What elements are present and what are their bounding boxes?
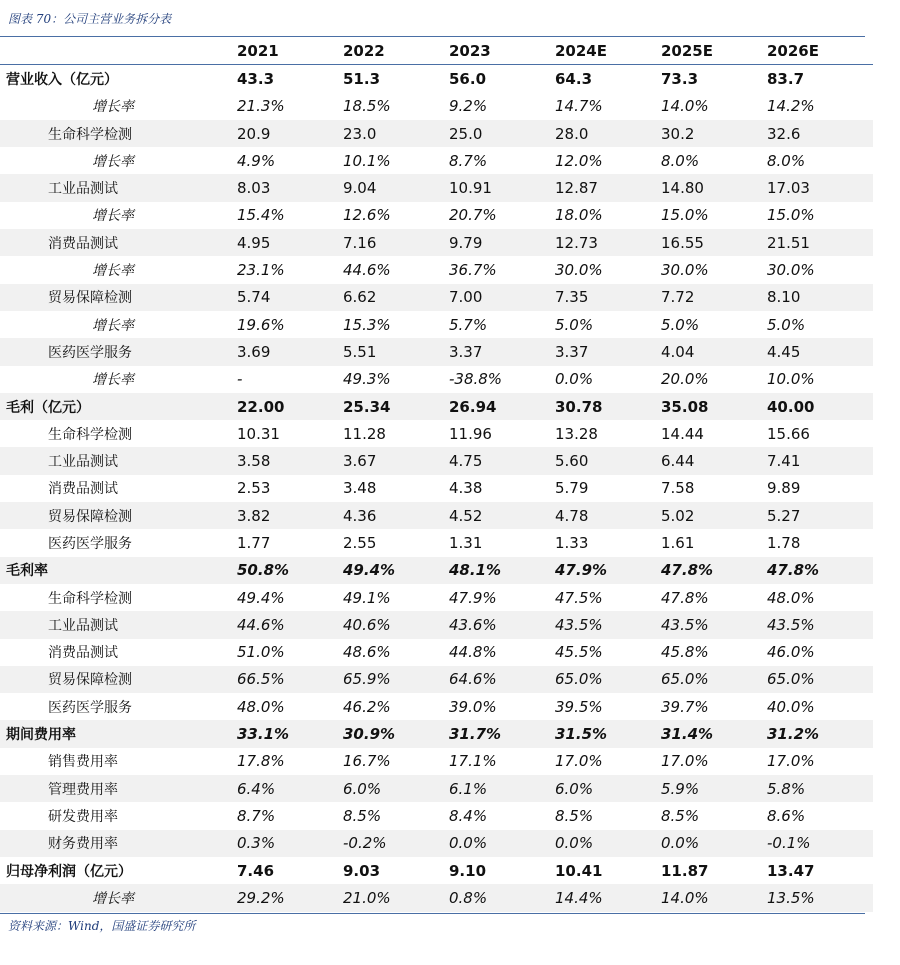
value-cell: 6.62 <box>343 284 449 311</box>
value-cell: 23.0 <box>343 120 449 147</box>
row-label: 生命科学检测 <box>48 590 132 607</box>
value-cell: 35.08 <box>661 393 767 420</box>
value-cell: 17.0% <box>555 752 603 771</box>
table-row <box>0 174 873 201</box>
header-label-cell <box>0 37 237 65</box>
value-cell: 65.9% <box>343 666 449 693</box>
header-year: 2023 <box>449 41 491 60</box>
value-cell: 8.7% <box>237 806 276 825</box>
business-breakdown-table <box>0 37 873 912</box>
value-cell: 0.8% <box>449 884 555 911</box>
value-cell: 5.0% <box>661 315 700 334</box>
value-cell: 65.0% <box>555 666 661 693</box>
value-cell: 9.2% <box>449 97 488 116</box>
value-cell: 14.4% <box>555 884 661 911</box>
value-cell: 49.3% <box>343 370 391 389</box>
value-cell: 4.52 <box>449 502 555 529</box>
table-row <box>0 584 873 611</box>
value-cell: 3.67 <box>343 447 449 474</box>
value-cell: 17.03 <box>767 174 873 201</box>
value-cell: 7.58 <box>661 479 695 498</box>
value-cell: 7.16 <box>343 229 449 256</box>
value-cell: 31.7% <box>449 720 555 747</box>
value-cell: 45.5% <box>555 643 603 662</box>
value-cell: 46.2% <box>343 697 391 716</box>
value-cell: 1.77 <box>237 533 271 552</box>
value-cell: 20.9 <box>237 120 343 147</box>
value-cell: 3.48 <box>343 479 377 498</box>
value-cell: 13.47 <box>767 861 815 880</box>
value-cell: 3.37 <box>555 338 661 365</box>
value-cell: 1.61 <box>661 533 695 552</box>
value-cell: 17.0% <box>661 752 709 771</box>
value-cell: 15.3% <box>343 315 391 334</box>
value-cell: 3.82 <box>237 502 343 529</box>
value-cell: 7.46 <box>237 861 275 880</box>
value-cell: 9.03 <box>343 861 381 880</box>
row-label: 生命科学检测 <box>48 426 132 443</box>
row-label: 营业收入（亿元） <box>6 71 118 88</box>
value-cell: 5.51 <box>343 338 449 365</box>
value-cell: 30.78 <box>555 393 661 420</box>
value-cell: 17.1% <box>449 752 497 771</box>
value-cell: 65.0% <box>767 666 873 693</box>
value-cell: 6.44 <box>661 447 767 474</box>
value-cell: 20.0% <box>661 370 709 389</box>
value-cell: 3.58 <box>237 447 343 474</box>
table-row <box>0 366 873 393</box>
value-cell: 30.9% <box>343 720 449 747</box>
value-cell: 47.8% <box>767 557 873 584</box>
value-cell: 45.8% <box>661 643 709 662</box>
row-label: 消费品测试 <box>48 645 118 662</box>
value-cell: 43.6% <box>449 611 555 638</box>
value-cell: 0.3% <box>237 830 343 857</box>
value-cell: 10.91 <box>449 174 555 201</box>
row-label: 增长率 <box>92 372 134 389</box>
value-cell: 4.36 <box>343 502 449 529</box>
value-cell: 7.41 <box>767 447 873 474</box>
row-label: 增长率 <box>92 263 134 280</box>
value-cell: 11.28 <box>343 424 386 443</box>
header-row <box>0 37 873 65</box>
value-cell: 10.31 <box>237 424 280 443</box>
value-cell: 3.69 <box>237 338 343 365</box>
value-cell: 6.0% <box>343 775 449 802</box>
value-cell: 3.37 <box>449 338 555 365</box>
value-cell: 64.3 <box>555 69 593 88</box>
bottom-rule <box>0 913 865 914</box>
value-cell: 31.2% <box>767 720 873 747</box>
value-cell: 7.72 <box>661 284 767 311</box>
row-label: 贸易保障检测 <box>0 666 237 693</box>
value-cell: 43.5% <box>661 611 767 638</box>
table-row <box>0 830 873 857</box>
value-cell: 40.0% <box>767 697 815 716</box>
header-year: 2026E <box>767 41 819 60</box>
table-row <box>0 857 873 884</box>
value-cell: 5.60 <box>555 447 661 474</box>
row-label: 消费品测试 <box>0 229 237 256</box>
value-cell: 11.96 <box>449 424 492 443</box>
row-label: 工业品测试 <box>0 447 237 474</box>
value-cell: 51.3 <box>343 69 381 88</box>
value-cell: 43.5% <box>767 611 873 638</box>
value-cell: 48.0% <box>237 697 285 716</box>
value-cell: 40.6% <box>343 611 449 638</box>
row-label: 生命科学检测 <box>0 120 237 147</box>
value-cell: 15.66 <box>767 424 810 443</box>
value-cell: 39.5% <box>555 697 603 716</box>
value-cell: -0.1% <box>767 830 873 857</box>
value-cell: 0.0% <box>449 830 555 857</box>
value-cell: 47.5% <box>555 588 603 607</box>
row-label: 归母净利润（亿元） <box>6 863 132 880</box>
table-row <box>0 529 873 556</box>
value-cell: -0.2% <box>343 830 449 857</box>
value-cell: 33.1% <box>237 720 343 747</box>
table-row <box>0 693 873 720</box>
value-cell: 14.7% <box>555 97 603 116</box>
value-cell: 49.4% <box>237 588 285 607</box>
value-cell: 11.87 <box>661 861 709 880</box>
table-row <box>0 802 873 829</box>
value-cell: 6.4% <box>237 775 343 802</box>
value-cell: 5.0% <box>555 315 594 334</box>
row-label: 管理费用率 <box>0 775 237 802</box>
value-cell: 1.33 <box>555 533 589 552</box>
row-label: 工业品测试 <box>0 611 237 638</box>
value-cell: 9.04 <box>343 174 449 201</box>
table-row <box>0 502 873 529</box>
table-row <box>0 338 873 365</box>
value-cell: 43.3 <box>237 69 275 88</box>
value-cell: 30.0% <box>555 261 603 280</box>
table-row <box>0 420 873 447</box>
value-cell: 8.6% <box>767 806 806 825</box>
table-row <box>0 475 873 502</box>
row-label: 贸易保障检测 <box>0 284 237 311</box>
table-row <box>0 557 873 584</box>
row-label: 销售费用率 <box>48 754 118 771</box>
value-cell: 9.10 <box>449 861 487 880</box>
row-label: 毛利（亿元） <box>0 393 237 420</box>
value-cell: 5.0% <box>767 315 806 334</box>
value-cell: 47.9% <box>449 588 497 607</box>
table-row <box>0 393 873 420</box>
value-cell: - <box>237 370 243 389</box>
value-cell: 10.1% <box>343 151 391 170</box>
row-label: 医药医学服务 <box>0 338 237 365</box>
value-cell: 14.2% <box>767 97 815 116</box>
value-cell: 8.0% <box>767 151 806 170</box>
value-cell: 49.4% <box>343 557 449 584</box>
value-cell: 50.8% <box>237 557 343 584</box>
value-cell: 40.00 <box>767 393 873 420</box>
value-cell: 8.7% <box>449 151 488 170</box>
table-row <box>0 447 873 474</box>
value-cell: 5.7% <box>449 315 488 334</box>
value-cell: 18.0% <box>555 206 603 225</box>
table-row <box>0 147 873 174</box>
value-cell: 5.02 <box>661 502 767 529</box>
value-cell: 4.38 <box>449 479 483 498</box>
table-row <box>0 884 873 911</box>
value-cell: 4.78 <box>555 502 661 529</box>
value-cell: 30.2 <box>661 120 767 147</box>
value-cell: 25.34 <box>343 393 449 420</box>
value-cell: 0.0% <box>555 370 594 389</box>
table-row <box>0 775 873 802</box>
value-cell: 64.6% <box>449 666 555 693</box>
table-row <box>0 284 873 311</box>
value-cell: 6.0% <box>555 775 661 802</box>
value-cell: 39.7% <box>661 697 709 716</box>
value-cell: 18.5% <box>343 97 391 116</box>
value-cell: 9.79 <box>449 229 555 256</box>
value-cell: 22.00 <box>237 393 343 420</box>
value-cell: 8.10 <box>767 284 873 311</box>
value-cell: 5.8% <box>767 775 873 802</box>
value-cell: 0.0% <box>661 830 767 857</box>
value-cell: 44.6% <box>237 611 343 638</box>
value-cell: 48.6% <box>343 643 391 662</box>
source-note: 资料来源：Wind，国盛证券研究所 <box>8 919 196 933</box>
row-label: 医药医学服务 <box>48 535 132 552</box>
value-cell: 6.1% <box>449 775 555 802</box>
value-cell: 4.9% <box>237 151 276 170</box>
header-year: 2025E <box>661 41 713 60</box>
value-cell: 5.79 <box>555 479 589 498</box>
row-label: 医药医学服务 <box>48 699 132 716</box>
value-cell: 15.4% <box>237 206 285 225</box>
table-row <box>0 611 873 638</box>
row-label: 增长率 <box>92 153 134 170</box>
value-cell: 14.0% <box>661 884 767 911</box>
value-cell: 8.5% <box>555 806 594 825</box>
value-cell: 36.7% <box>449 261 497 280</box>
row-label: 财务费用率 <box>0 830 237 857</box>
value-cell: 12.73 <box>555 229 661 256</box>
value-cell: 51.0% <box>237 643 285 662</box>
value-cell: 66.5% <box>237 666 343 693</box>
row-label: 消费品测试 <box>48 481 118 498</box>
table-body <box>0 65 873 912</box>
value-cell: 28.0 <box>555 120 661 147</box>
value-cell: 2.55 <box>343 533 377 552</box>
value-cell: 1.31 <box>449 533 483 552</box>
table-row <box>0 93 873 120</box>
table-row <box>0 639 873 666</box>
table-row <box>0 120 873 147</box>
table-row <box>0 229 873 256</box>
table-row <box>0 720 873 747</box>
value-cell: 29.2% <box>237 884 343 911</box>
value-cell: 47.9% <box>555 557 661 584</box>
value-cell: 13.5% <box>767 884 873 911</box>
row-label: 增长率 <box>0 884 237 911</box>
value-cell: 21.51 <box>767 229 873 256</box>
value-cell: -38.8% <box>449 370 503 389</box>
table-row <box>0 748 873 775</box>
row-label: 增长率 <box>92 317 134 334</box>
value-cell: 10.0% <box>767 370 815 389</box>
value-cell: 83.7 <box>767 69 805 88</box>
value-cell: 14.44 <box>661 424 704 443</box>
value-cell: 16.7% <box>343 752 391 771</box>
value-cell: 73.3 <box>661 69 699 88</box>
value-cell: 48.1% <box>449 557 555 584</box>
value-cell: 44.6% <box>343 261 391 280</box>
table-row <box>0 256 873 283</box>
value-cell: 46.0% <box>767 643 815 662</box>
value-cell: 8.0% <box>661 151 700 170</box>
row-label: 毛利率 <box>0 557 237 584</box>
value-cell: 31.4% <box>661 720 767 747</box>
value-cell: 13.28 <box>555 424 598 443</box>
row-label: 增长率 <box>92 208 134 225</box>
value-cell: 17.8% <box>237 752 285 771</box>
value-cell: 56.0 <box>449 69 487 88</box>
value-cell: 1.78 <box>767 533 801 552</box>
value-cell: 47.8% <box>661 557 767 584</box>
value-cell: 31.5% <box>555 720 661 747</box>
value-cell: 48.0% <box>767 588 815 607</box>
value-cell: 20.7% <box>449 206 497 225</box>
value-cell: 5.9% <box>661 775 767 802</box>
value-cell: 12.6% <box>343 206 391 225</box>
table-row <box>0 202 873 229</box>
value-cell: 32.6 <box>767 120 873 147</box>
value-cell: 39.0% <box>449 697 497 716</box>
value-cell: 7.00 <box>449 284 555 311</box>
header-year: 2021 <box>237 41 279 60</box>
value-cell: 7.35 <box>555 284 661 311</box>
value-cell: 14.80 <box>661 174 767 201</box>
value-cell: 8.4% <box>449 806 488 825</box>
value-cell: 21.3% <box>237 97 285 116</box>
value-cell: 4.45 <box>767 338 873 365</box>
value-cell: 19.6% <box>237 315 285 334</box>
table-caption: 图表 70：公司主营业务拆分表 <box>8 12 172 26</box>
value-cell: 10.41 <box>555 861 603 880</box>
value-cell: 30.0% <box>661 261 709 280</box>
value-cell: 65.0% <box>661 666 767 693</box>
value-cell: 44.8% <box>449 643 497 662</box>
value-cell: 23.1% <box>237 261 285 280</box>
value-cell: 12.0% <box>555 151 603 170</box>
row-label: 研发费用率 <box>48 808 118 825</box>
header-year: 2024E <box>555 41 607 60</box>
table-row <box>0 311 873 338</box>
value-cell: 15.0% <box>767 206 815 225</box>
value-cell: 8.5% <box>343 806 382 825</box>
value-cell: 5.74 <box>237 284 343 311</box>
value-cell: 16.55 <box>661 229 767 256</box>
table-row <box>0 666 873 693</box>
value-cell: 0.0% <box>555 830 661 857</box>
value-cell: 8.5% <box>661 806 700 825</box>
value-cell: 4.95 <box>237 229 343 256</box>
value-cell: 17.0% <box>767 752 815 771</box>
row-label: 工业品测试 <box>0 174 237 201</box>
row-label: 增长率 <box>92 99 134 116</box>
header-year: 2022 <box>343 41 385 60</box>
value-cell: 4.75 <box>449 447 555 474</box>
value-cell: 14.0% <box>661 97 709 116</box>
value-cell: 15.0% <box>661 206 709 225</box>
value-cell: 12.87 <box>555 174 661 201</box>
value-cell: 43.5% <box>555 611 661 638</box>
value-cell: 5.27 <box>767 502 873 529</box>
value-cell: 30.0% <box>767 261 815 280</box>
table-row <box>0 65 873 93</box>
row-label: 期间费用率 <box>0 720 237 747</box>
value-cell: 49.1% <box>343 588 391 607</box>
value-cell: 21.0% <box>343 884 449 911</box>
value-cell: 26.94 <box>449 393 555 420</box>
value-cell: 47.8% <box>661 588 709 607</box>
row-label: 贸易保障检测 <box>0 502 237 529</box>
value-cell: 9.89 <box>767 479 801 498</box>
value-cell: 4.04 <box>661 338 767 365</box>
value-cell: 8.03 <box>237 174 343 201</box>
value-cell: 25.0 <box>449 120 555 147</box>
value-cell: 2.53 <box>237 479 271 498</box>
